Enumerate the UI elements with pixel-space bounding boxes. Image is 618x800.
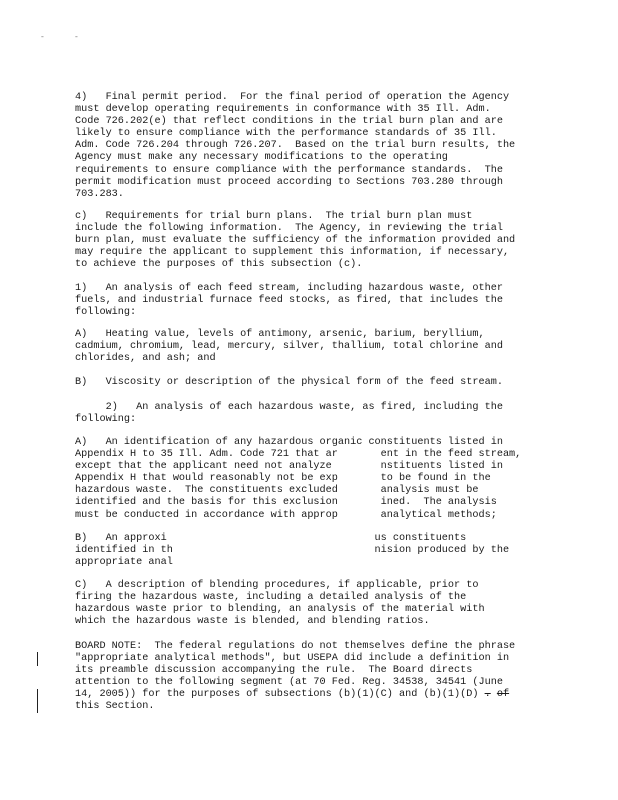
paragraph-hazardous-organic-constituents: A) An identification of any hazardous organic constituents listed in Appendix H to 35 Ill. Adm. Code 721 that ar ent in the feed stream, except that the applicant need not analyze nstituents listed in Appendix H that would reasonably not be exp to be found in the hazardous waste. The constituents excluded analysis must be identified and the basis for this exclusion ined. The analysis must be conducted in accordance with approp analytical methods; xyxy=(75,437,522,521)
struck-text: of xyxy=(496,689,510,701)
board-note xyxy=(75,641,545,714)
paragraph-viscosity: B) Viscosity or description of the physical form of the feed stream. xyxy=(75,377,503,388)
scan-mark: - xyxy=(40,33,45,42)
board-note-text: BOARD NOTE: The federal regulations do not themselves define the phrase "appropriate analytical methods", but USEPA did include a definition in its preamble discussion accompanying the rule. The Board directs attention to the following segment (at 70 Fed. Reg. 34538, 34541 (June 14, 2005)) for the purposes of subsections (b)(1)(C) and (b)(1)(D) xyxy=(75,641,516,701)
paragraph-hazardous-waste-analysis: 2) An analysis of each hazardous waste, as fired, including the following: xyxy=(75,402,503,426)
change-bar xyxy=(37,652,38,666)
struck-text: . xyxy=(484,689,491,701)
paragraph-final-permit-period: 4) Final permit period. For the final period of operation the Agency must develop operating requirements in conformance with 35 Ill. Adm. Code 726.202(e) that reflect conditions in the trial burn plan and are likely to ensure compliance with the performance standards of 35 Ill. Adm. Code 726.204 through 726.207. Based on the trial burn results, the Agency must make any necessary modifications to the operating requirements to ensure compliance with the performance standards. The permit modification must proceed according to Sections 703.280 through 703.283. xyxy=(75,92,516,200)
paragraph-blending-procedures: C) A description of blending procedures, if applicable, prior to firing the hazardous waste, including a detailed analysis of the hazardous waste prior to blending, an analysis of the material with which the hazardous waste is blended, and blending ratios. xyxy=(75,580,485,628)
paragraph-heating-value: A) Heating value, levels of antimony, arsenic, barium, beryllium, cadmium, chromium, lead, mercury, silver, thallium, total chlorine and chlorides, and ash; and xyxy=(75,329,503,365)
scan-mark: - xyxy=(74,33,79,42)
paragraph-trial-burn-plans: c) Requirements for trial burn plans. The trial burn plan must include the following information. The Agency, in reviewing the trial burn plan, must evaluate the sufficiency of the information provided and may require the applicant to supplement this information, if necessary, to achieve the purposes of this subsection (c). xyxy=(75,211,516,271)
change-bar xyxy=(37,689,38,713)
paragraph-approximate-quantification: B) An approxi us constituents identified in th nision produced by the appropriate anal xyxy=(75,533,510,569)
paragraph-feed-stream-analysis: 1) An analysis of each feed stream, including hazardous waste, other fuels, and industrial furnace feed stocks, as fired, that includes the following: xyxy=(75,283,503,319)
board-note-tail: this Section. xyxy=(75,701,155,713)
